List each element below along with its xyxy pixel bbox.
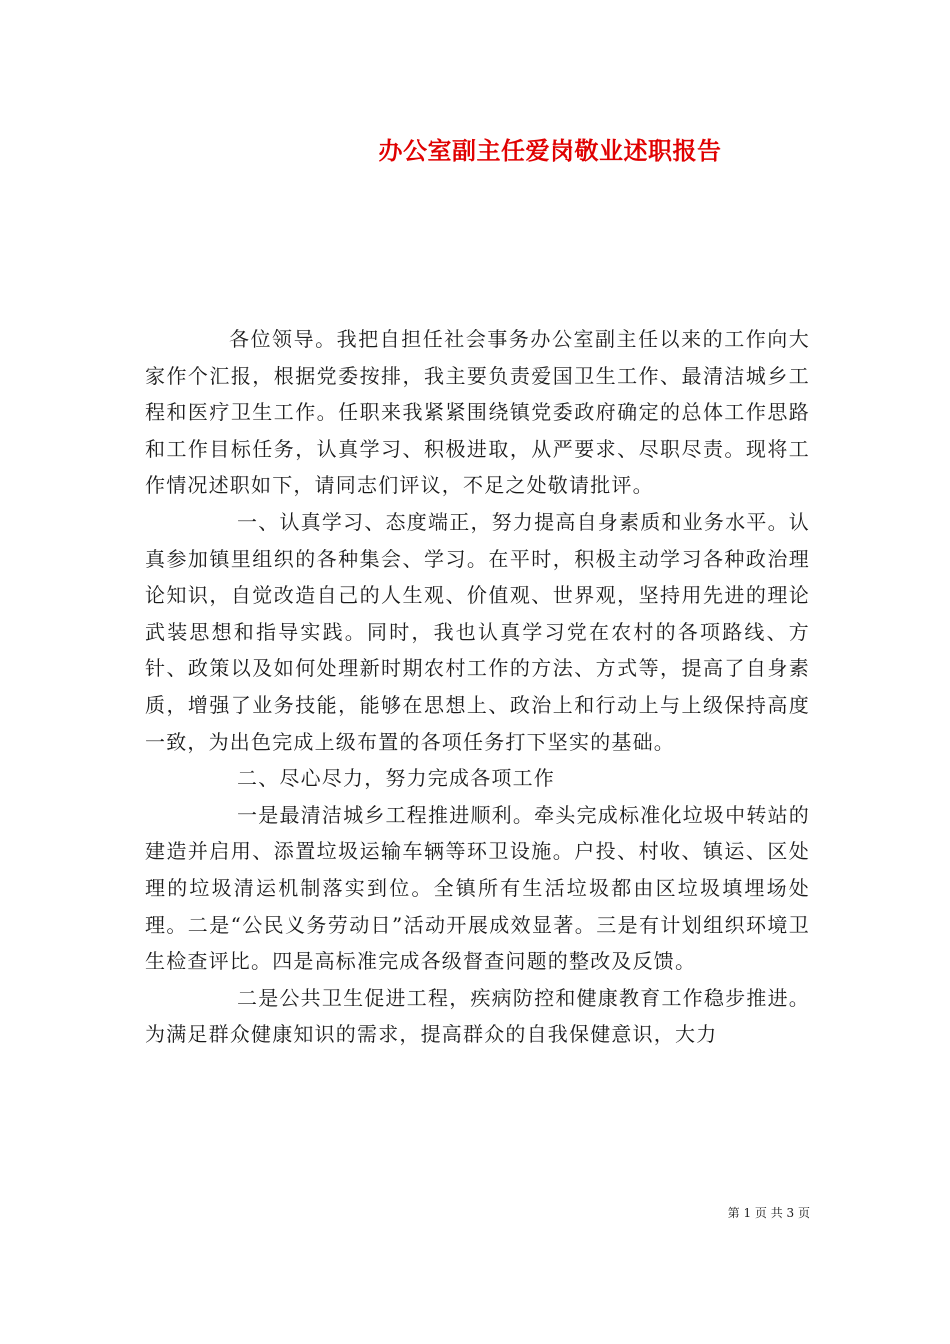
paragraph-clean-city: 一是最清洁城乡工程推进顺利。牵头完成标准化垃圾中转站的建造并启用、添置垃圾运输车辆等环卫设施。户投、村收、镇运、区处理的垃圾清运机制落实到位。全镇所有生活垃圾都由区垃圾填埋场处理。二是“公民义务劳动日”活动开展成效显著。三是有计划组织环境卫生检查评比。四是高标准完成各级督查问题的整改及反馈。	[145, 802, 810, 974]
document-title: 办公室副主任爱岗敬业述职报告	[378, 136, 722, 165]
page-number-footer: 第 1 页 共 3 页	[727, 1206, 810, 1220]
document-body	[145, 321, 810, 1053]
paragraph-study: 一、认真学习、态度端正，努力提高自身素质和业务水平。认真参加镇里组织的各种集会、学习。在平时，积极主动学习各种政治理论知识，自觉改造自己的人生观、价值观、世界观，坚持用先进的理论武装思想和指导实践。同时，我也认真学习党在农村的各项路线、方针、政策以及如何处理新时期农村工作的方法、方式等，提高了自身素质，增强了业务技能，能够在思想上、政治上和行动上与上级保持高度一致，为出色完成上级布置的各项任务打下坚实的基础。	[145, 509, 810, 754]
paragraph-intro: 各位领导。我把自担任社会事务办公室副主任以来的工作向大家作个汇报，根据党委按排，我主要负责爱国卫生工作、最清洁城乡工程和医疗卫生工作。任职来我紧紧围绕镇党委政府确定的总体工作思路和工作目标任务，认真学习、积极进取，从严要求、尽职尽责。现将工作情况述职如下，请同志们评议，不足之处敬请批评。	[145, 327, 810, 498]
section-heading-work: 二、尽心尽力，努力完成各项工作	[237, 766, 555, 791]
paragraph-public-health: 二是公共卫生促进工程，疾病防控和健康教育工作稳步推进。为满足群众健康知识的需求，提高群众的自我保健意识，大力	[145, 985, 810, 1047]
